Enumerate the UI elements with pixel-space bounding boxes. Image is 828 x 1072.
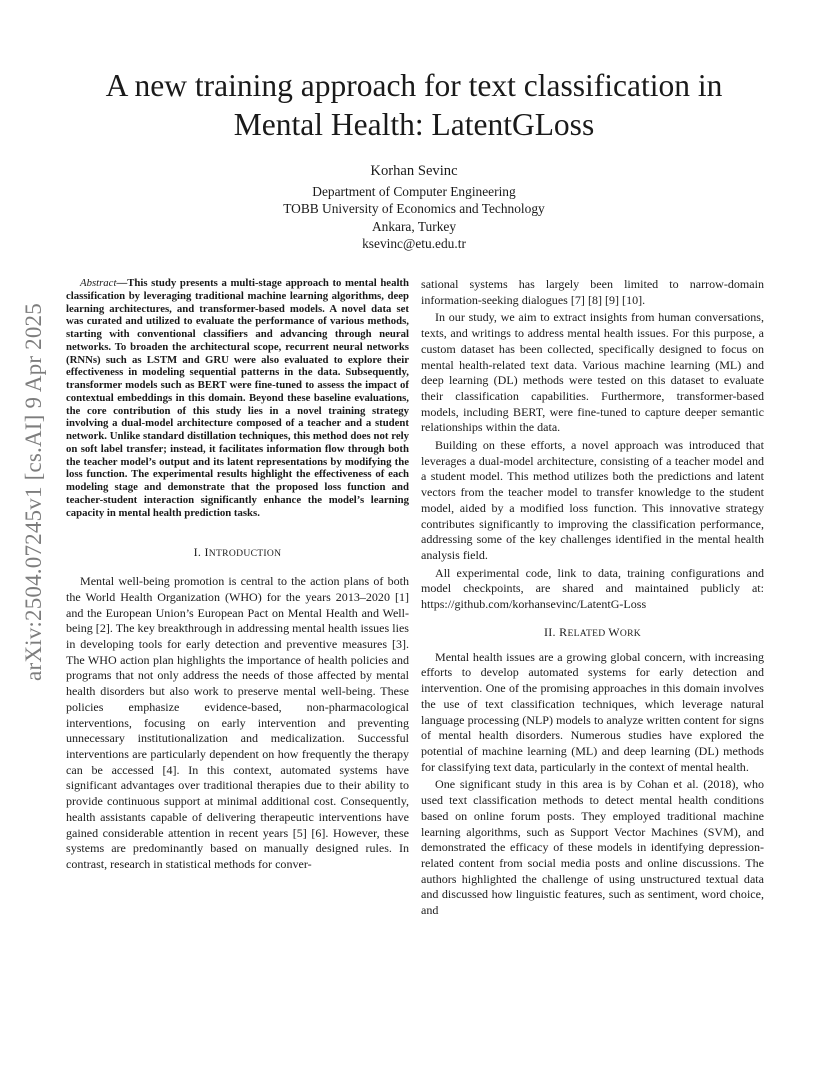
left-column (66, 277, 409, 873)
abstract-text: —This study presents a multi-stage approach to mental health classification by leveraging traditional machine learning algorithms, deep learning architectures, and transformer-based models. A novel data set was curated and utilized to evaluate the performance of various methods, starting with conventional classifiers and advancing through neural networks. To broaden the architectural scope, recurrent neural networks (RNNs) such as LSTM and GRU were also evaluated to explore their effectiveness in modeling sequential patterns in the data. Subsequently, transformer models such as BERT were fine-tuned to assess the impact of contextual embeddings in this domain. Beyond these baseline evaluations, the core contribution of this study lies in a novel training strategy involving a dual-model architecture composed of a teacher and a student network. Unlike standard distillation techniques, this method does not rely on soft label transfer; instead, it facilitates information flow through both the teacher model’s output and its latent representations by modifying the loss function. The experimental results highlight the effectiveness of each modeling stage and demonstrate that the proposed loss function and teacher-student interaction significantly enhance the model’s learning capacity in mental health prediction tasks. (66, 277, 409, 519)
title-line-2: Mental Health: LatentGLoss (233, 107, 595, 142)
section1-first-letter: I (204, 545, 209, 560)
title-line-1: A new training approach for text classification in (105, 68, 723, 103)
abstract-label: Abstract (80, 277, 117, 289)
paper-title (70, 66, 758, 144)
author-city: Ankara, Turkey (371, 218, 457, 234)
intro-paragraph-4: All experimental code, link to data, training configurations and model checkpoints, are shared and maintained publicly at: https://github.com/korhansevinc/LatentG-Loss (421, 565, 764, 612)
section1-rest: NTRODUCTION (208, 548, 282, 560)
section2-rest-1: ELATED (567, 627, 609, 639)
author-name: Korhan Sevinc (370, 163, 458, 179)
section2-rest-2: ORK (619, 627, 642, 639)
author-university: TOBB University of Economics and Technology (283, 201, 545, 216)
arxiv-stamp-text: arXiv:2504.07245v1 [cs.AI] 9 Apr 2025 (21, 303, 46, 681)
intro-paragraph-1-continued: sational systems has largely been limited to narrow-domain information-seeking dialogues [7] [8] [9] [10]. (421, 277, 764, 307)
related-paragraph-2: One significant study in this area is by Cohan et al. (2018), who used text classification methods to detect mental health conditions based on online forum posts. They employed traditional machine learning algorithms, such as Support Vector Machines (SVM), and demonstrated the efficacy of these models in identifying depression-related content from social media posts and online discussions. The authors highlighted the challenge of using unstructured textual data and discussed how linguistic features, such as sentiment, word choice, and (421, 777, 764, 918)
section2-first-letter-2: W (608, 624, 620, 639)
author-block (70, 163, 758, 253)
arxiv-stamp (18, 302, 50, 682)
intro-paragraph-2: In our study, we aim to extract insights from human conversations, texts, and writings to address mental health issues. For this purpose, a custom dataset has been collected, specifically designed to focus on mental health-related text data. Various machine learning (ML) and deep learning (DL) methods were tested on this dataset to evaluate their classification capabilities. Furthermore, transformer-based models, including BERT, were fine-tuned to capture deeper semantic relationships within the data. (421, 310, 764, 435)
section2-numeral: II. (543, 624, 560, 639)
section2-first-letter-1: R (559, 624, 568, 639)
intro-paragraph-3: Building on these efforts, a novel approach was introduced that leverages a dual-model architecture, consisting of a teacher model and a student model. This method utilizes both the predictions and latent vectors from the teacher model to transfer knowledge to the student model, aided by a modified loss function. This innovative strategy contributes significantly to improving the classification performance, addressing some of the key challenges identified in the mental health analysis field. (421, 438, 764, 562)
related-paragraph-1: Mental health issues are a growing global concern, with increasing efforts to develop automated systems for early detection and intervention. One of the promising approaches in this domain involves the use of text classification techniques, which leverage natural language processing (NLP) models to analyze written content for signs of mental health disorders. Numerous studies have explored the potential of machine learning (ML) and deep learning (DL) methods for classifying text data, particularly in the context of mental health. (421, 649, 764, 774)
author-email: ksevinc@etu.edu.tr (362, 236, 466, 251)
author-department: Department of Computer Engineering (312, 183, 516, 199)
section-heading-related-work (421, 625, 764, 640)
section1-numeral: I. (193, 545, 205, 560)
section-heading-introduction (66, 545, 409, 560)
intro-paragraph-1: Mental well-being promotion is central to the action plans of both the World Health Organization (WHO) for the years 2013–2020 [1] and the European Union’s European Pact on Mental Health and Well-being [2]. The key breakthrough in addressing mental health issues lies in developing tools for early detection and preventive measures [3]. The WHO action plan highlights the importance of health policies and programs that not only address the needs of those affected by mental health disorders but also work to preserve mental well-being. These policies emphasize evidence-based, non-pharmacological interventions, focusing on early intervention and preventing unnecessary institutionalization and medicalization. Successful interventions are particularly dependent on how frequently the therapy can be accessed [4]. In this context, automated systems have significant advantages over traditional therapies due to their ability to provide continuous support at minimal additional cost. Consequently, health assistants capable of delivering therapeutic interventions have gained considerable attention in recent years [5] [6]. However, these systems are predominantly based on manually designed rules. In contrast, research in statistical methods for conver- (66, 574, 409, 871)
abstract (66, 277, 409, 519)
right-column (421, 277, 764, 919)
